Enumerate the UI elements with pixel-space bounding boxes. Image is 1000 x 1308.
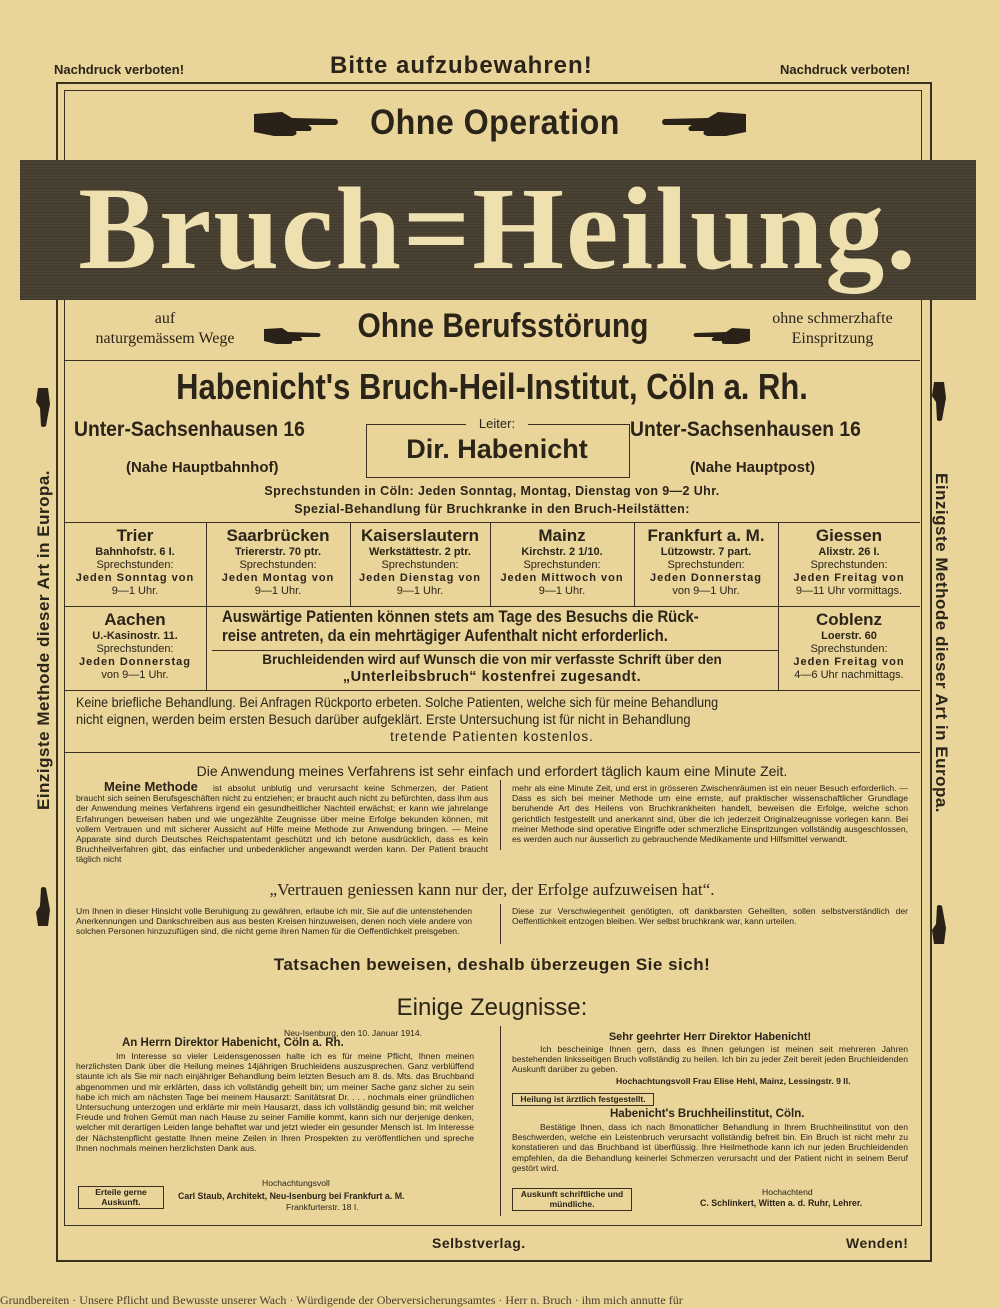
notice-1: Keine briefliche Behandlung. Bei Anfragen Rückporto erbeten. Solche Patienten, welche sich für meine Behandlung xyxy=(76,695,719,710)
notice-line-1: Auswärtige Patienten können stets am Tage des Besuchs die Rück- xyxy=(222,608,699,626)
letter2-box-label: Heilung ist ärztlich festgestellt. xyxy=(512,1093,654,1106)
pointing-hand-right-icon xyxy=(252,106,340,140)
special-treatment: Spezial-Behandlung für Bruchkranke in den Bruch-Heilstätten: xyxy=(294,502,690,516)
side-hand-left-bottom-icon xyxy=(34,886,52,928)
footer-cutoff: Grundbereiten · Unsere Pflicht und Bewusste unserer Wach · Würdigende der Oberversicherungsamtes · Herr n. Bruch · ihm mich annutte für xyxy=(0,1293,683,1307)
city-kaiserslautern: Kaiserslautern Werkstättestr. 2 ptr. Sprechstunden: Jeden Dienstag von 9—1 Uhr. xyxy=(359,526,481,597)
city-mainz: Mainz Kirchstr. 2 1/10. Sprechstunden: Jeden Mittwoch von 9—1 Uhr. xyxy=(500,526,624,597)
subline-left-1: auf xyxy=(154,310,176,327)
small-hand-right-icon xyxy=(262,324,322,346)
city-giessen: Giessen Alixstr. 26 I. Sprechstunden: Jeden Freitag von 9—11 Uhr vormittags. xyxy=(793,526,905,597)
ohne-operation: Ohne Operation xyxy=(370,103,620,142)
letter3-box-label: Auskunft schriftliche und mündliche. xyxy=(512,1188,632,1211)
letter3-body: Bestätige Ihnen, dass ich nach 8monatlicher Behandlung in Ihrem Bruchheilinstitut von den Beschwerden, welche ein Leistenbruch verursacht vollständig befreit bin. Ein Bruch ist nicht mehr zu konstatieren und das Bruchband ist überflüssig. Ihre Heilmethode kann ich nur jeden Bruchleidenden empfehlen, da die Behandlung keinerlei Schmerzen verursacht und der Patient nicht in seinem Beruf gestört wird. xyxy=(512,1122,908,1173)
trust-col-divider xyxy=(500,904,501,944)
notice-divider xyxy=(212,650,778,651)
letter3-closing: Hochachtend xyxy=(762,1187,813,1197)
letter1-address: An Herrn Direktor Habenicht, Cöln a. Rh. xyxy=(122,1037,344,1049)
letter1-date: Neu-Isenburg, den 10. Januar 1914. xyxy=(284,1028,423,1038)
letter2-body: Ich bescheinige Ihnen gern, dass es Ihnen gelungen ist meinen seit mehreren Jahren bestehenden linksseitigen Bruch vollständig zu heilen. Ich bin zu jeder Zeit bereit jeden Bruchleidenden Auskunft darüber zu geben. xyxy=(512,1044,908,1075)
side-hand-right-bottom-icon xyxy=(930,904,948,946)
city-coblenz: Coblenz Loerstr. 60 Sprechstunden: Jeden Freitag von 4—6 Uhr nachmittags. xyxy=(793,610,905,681)
divider xyxy=(64,360,920,361)
city-saarbruecken: Saarbrücken Triererstr. 70 ptr. Sprechstunden: Jeden Montag von 9—1 Uhr. xyxy=(221,526,335,597)
letter1-body: Im Interesse so vieler Leidensgenossen halte ich es für meine Pflicht, Ihnen meinen herzlichsten Dank über die Heilung meines 14jährigen Bruchleidens auszusprechen. Ganz verblüffend staunte ich als Sie mir nach einjähriger Behandlung beim letzten Besuch am 8. ds. Mts. das Bruchband abgenommen und mir erklärten, dass ich vollständig geheilt bin; um meiner Sache ganz sicher zu sein habe ich mich am nächsten Tage bei meinem Hausarzt: Sanitätsrat Dr. . . . nochmals einer gründlichen Untersuchung unterzogen und erklärte mir mein Hausarzt, dass ich vollständig gesund bin; mit welcher Freude und frohen Gemüt man nach Hause zu seiner Familie kommt, kann sich nur derjenige denken, welcher mit derartigen Leiden lange behaftet war und jetzt wieder ein gesunder Mensch ist. Im Interesse der Nächstenpflicht gestatte Ihnen meine Zeilen in Ihren Prospekten zu veröffentlichen und spreche Ihnen nochmals meinen herzlichsten Dank aus. xyxy=(76,1051,474,1153)
testimonials-title: Einige Zeugnisse: xyxy=(396,994,588,1021)
address-left: Unter-Sachsenhausen 16 xyxy=(74,418,305,441)
letter3-signature: C. Schlinkert, Witten a. d. Ruhr, Lehrer. xyxy=(700,1198,863,1208)
notice-line-2: reise antreten, da ein mehrtägiger Aufenthalt nicht erforderlich. xyxy=(222,627,668,645)
method-heading: Die Anwendung meines Verfahrens ist sehr einfach und erfordert täglich kaum eine Minute Zeit. xyxy=(196,763,788,779)
letter1-signature-2: Frankfurterstr. 18 I. xyxy=(286,1202,359,1212)
notice-line-4: „Unterleibsbruch“ kostenfrei zugesandt. xyxy=(342,669,642,685)
city-frankfurt: Frankfurt a. M. Lützowstr. 7 part. Sprechstunden: Jeden Donnerstag von 9—1 Uhr. xyxy=(647,526,765,597)
notice-2: nicht eignen, werden beim ersten Besuch darüber aufgeklärt. Erste Untersuchung ist für nicht in Behandlung xyxy=(76,712,691,727)
method-col-divider xyxy=(500,780,501,850)
letter2-greeting: Sehr geehrter Herr Direktor Habenicht! xyxy=(608,1031,812,1043)
notice-3: tretende Patienten kostenlos. xyxy=(390,729,594,744)
grid-bottom xyxy=(64,690,920,691)
method-left: ist absolut unblutig und verursacht keine Schmerzen, der Patient braucht sich seinen Berufsgeschäften nicht zu entziehen; er braucht auch nicht zu befürchten, dass ihm aus der Anwendung meines Verfahrens irgend ein gesundheitlicher Nachteil erwächst; er kann wie jahrelange Erfahrungen beweisen haben und wie ungezählte Zeugnisse über meine Erfolge bekunden können, mit vollem Vertrauen und mit sicherer Aussicht auf Hilfe meine Methode zur Anwendung bringen. — Meine Apparate sind durch Deutsches Reichspatentamt geschützt und ich betone ausdrücklich, dass es kein Bruchheilverfahren gibt, das einfacher und unbedenklicher angewandt werden kann. Der Patient braucht täglich nicht xyxy=(76,783,488,865)
trust-right: Diese zur Verschwiegenheit genötigten, oft dankbarsten Geheilten, sollen selbstverständlich der Oeffentlichkeit entzogen bleiben. Wer selbst bruchkrank war, kann urteilen. xyxy=(512,906,908,927)
pointing-hand-left-icon xyxy=(660,106,748,140)
letter2-signature: Hochachtungsvoll Frau Elise Hehl, Mainz, Lessingstr. 9 II. xyxy=(616,1076,851,1086)
side-hand-left-top-icon xyxy=(34,386,52,428)
grid-mid xyxy=(64,606,920,607)
side-text-left: Einzigste Methode dieser Art in Europa. xyxy=(34,469,53,811)
city-aachen: Aachen U.-Kasinostr. 11. Sprechstunden: Jeden Donnerstag von 9—1 Uhr. xyxy=(79,610,191,681)
city-trier: Trier Bahnhofstr. 6 I. Sprechstunden: Jeden Sonntag von 9—1 Uhr. xyxy=(75,526,195,597)
ohne-berufsstoerung: Ohne Berufsstörung xyxy=(357,307,649,345)
method-lead: Meine Methode xyxy=(104,779,198,794)
letter1-box-label: Erteile gerne Auskunft. xyxy=(78,1186,164,1209)
near-left: (Nahe Hauptbahnhof) xyxy=(126,459,279,476)
method-right: mehr als eine Minute Zeit, und erst in grösseren Zwischenräumen ist ein neuer Besuch erforderlich. — Dass es sich bei meiner Methode um eine ernste, auf praktischer wissenschaftlicher Grundlage beruhende Art des Heilens von Bruchkrankheiten handelt, beweisen die Erfolge, welche schon gerichtlich festgestellt und anerkannt sind, über die ich jederzeit Originalzeugnisse vorlegen kann. Bei meiner Methode sind operative Eingriffe oder schmerzliche Einspritzungen vollständig ausgeschlossen, es werden auch nur äusserlich zu gebrauchende Medikamente und Hilfsmittel verwandt. xyxy=(512,783,908,845)
address-right: Unter-Sachsenhausen 16 xyxy=(630,418,861,441)
subline-left-2: naturgemässem Wege xyxy=(95,330,235,347)
footer-right: Wenden! xyxy=(846,1235,909,1251)
subline-right-1: ohne schmerzhafte xyxy=(772,310,893,327)
grid-top xyxy=(64,522,920,523)
hours-coeln: Sprechstunden in Cöln: Jeden Sonntag, Montag, Dienstag von 9—2 Uhr. xyxy=(264,484,720,498)
letters-divider xyxy=(500,1026,501,1216)
letter1-closing: Hochachtungsvoll xyxy=(262,1178,330,1188)
near-right: (Nahe Hauptpost) xyxy=(690,459,815,476)
nachdruck-right: Nachdruck verboten! xyxy=(780,62,911,77)
notice-line-3: Bruchleidenden wird auf Wunsch die von mir verfasste Schrift über den xyxy=(262,652,722,667)
nachdruck-left: Nachdruck verboten! xyxy=(54,62,185,77)
trust-left: Um Ihnen in dieser Hinsicht volle Beruhigung zu gewähren, erlaube ich mir, Sie auf die untenstehenden Anerkennungen und Dankschreiben aus aus besten Kreisen hinzuweisen, denen noch viele andere von solchen Personen hinzuzufügen sind, die nicht gerne ihren Namen für die Oeffentlichkeit preisgeben. xyxy=(76,906,472,937)
header-title: Bitte aufzubewahren! xyxy=(330,52,593,79)
leiter-name: Dir. Habenicht xyxy=(406,434,588,464)
leiter-label: Leiter: xyxy=(466,416,528,431)
letter1-signature: Carl Staub, Architekt, Neu-Isenburg bei Frankfurt a. M. xyxy=(178,1191,405,1201)
letter3-heading: Habenicht's Bruchheilinstitut, Cöln. xyxy=(610,1108,805,1120)
side-hand-right-top-icon xyxy=(930,380,948,422)
side-text-right: Einzigste Methode dieser Art in Europa. xyxy=(932,472,951,814)
divider-2 xyxy=(64,752,920,753)
facts-heading: Tatsachen beweisen, deshalb überzeugen Sie sich! xyxy=(273,955,711,974)
footer-left: Selbstverlag. xyxy=(432,1235,526,1251)
institute-name: Habenicht's Bruch-Heil-Institut, Cöln a. Rh. xyxy=(176,366,808,407)
main-title: Bruch=Heilung. xyxy=(78,163,918,294)
subline-right-2: Einspritzung xyxy=(791,330,874,347)
small-hand-left-icon xyxy=(692,324,752,346)
trust-heading: „Vertrauen geniessen kann nur der, der Erfolge aufzuweisen hat“. xyxy=(269,880,715,899)
